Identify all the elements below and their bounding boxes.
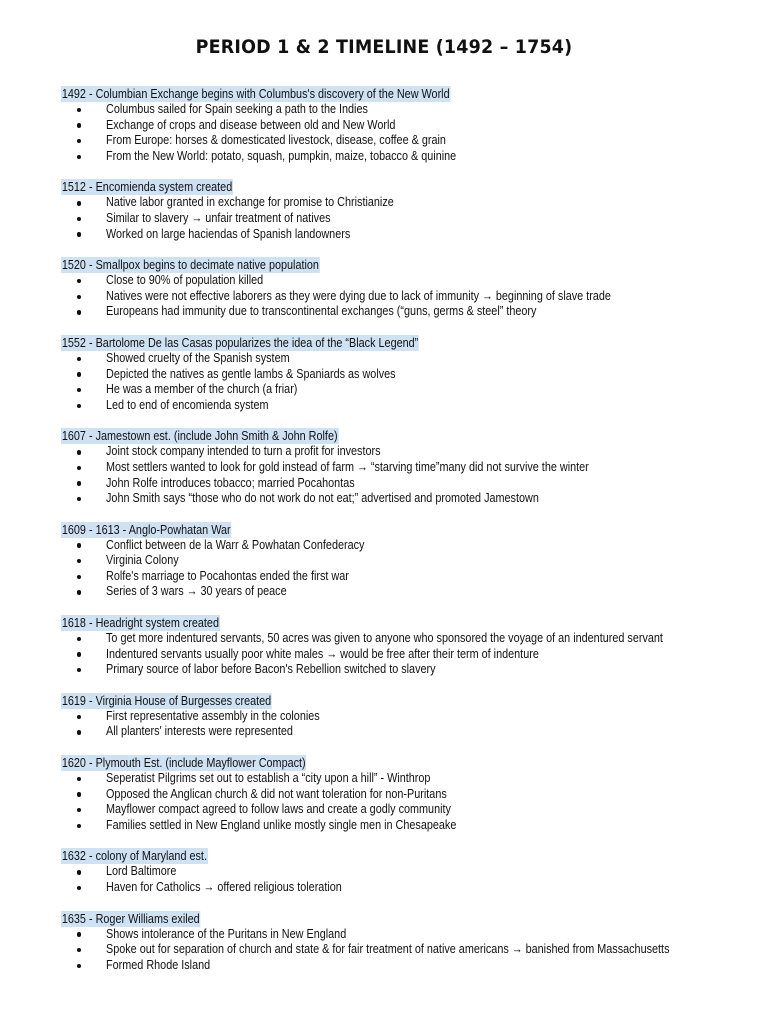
list-item bbox=[61, 382, 741, 398]
bullet-list bbox=[61, 864, 741, 895]
section-heading-row bbox=[61, 911, 741, 927]
timeline-section bbox=[61, 257, 741, 320]
bullet-icon bbox=[77, 481, 81, 485]
bullet-text: Europeans had immunity due to transcontinental exchanges (“guns, germs & steel” theory bbox=[106, 304, 537, 319]
bullet-icon bbox=[77, 808, 81, 812]
timeline-section bbox=[61, 428, 741, 506]
list-item bbox=[61, 662, 741, 678]
timeline-section bbox=[61, 86, 741, 164]
bullet-text: Formed Rhode Island bbox=[106, 957, 211, 972]
timeline-section bbox=[61, 179, 741, 242]
section-heading-row bbox=[61, 179, 741, 195]
bullet-list bbox=[61, 195, 741, 242]
bullet-text: Most settlers wanted to look for gold instead of farm → “starving time”many did not survive the winter bbox=[106, 459, 589, 474]
bullet-icon bbox=[77, 123, 81, 127]
bullet-list bbox=[61, 444, 741, 506]
list-item bbox=[61, 787, 741, 803]
bullet-icon bbox=[77, 886, 81, 890]
timeline-section bbox=[61, 335, 741, 413]
bullet-icon bbox=[77, 668, 81, 672]
section-heading-row bbox=[61, 848, 741, 864]
list-item bbox=[61, 227, 741, 243]
timeline-section bbox=[61, 755, 741, 833]
section-heading: 1512 - Encomienda system created bbox=[61, 180, 233, 195]
bullet-text: Columbus sailed for Spain seeking a path to the Indies bbox=[106, 102, 368, 116]
list-item bbox=[61, 304, 741, 320]
bullet-icon bbox=[77, 590, 81, 594]
list-item bbox=[61, 211, 741, 227]
bullet-icon bbox=[77, 388, 81, 392]
list-item bbox=[61, 149, 741, 165]
timeline-section bbox=[61, 615, 741, 678]
bullet-icon bbox=[77, 870, 81, 874]
bullet-icon bbox=[77, 155, 81, 159]
bullet-list bbox=[61, 538, 741, 600]
bullet-text: Depicted the natives as gentle lambs & Spaniards as wolves bbox=[106, 366, 396, 381]
list-item bbox=[61, 273, 741, 289]
bullet-icon bbox=[77, 232, 81, 236]
bullet-icon bbox=[77, 466, 81, 470]
section-heading: 1520 - Smallpox begins to decimate native population bbox=[61, 258, 319, 273]
section-heading-row bbox=[61, 522, 741, 538]
section-heading-row bbox=[61, 86, 741, 102]
bullet-text: Worked on large haciendas of Spanish landowners bbox=[106, 226, 351, 241]
bullet-text: Conflict between de la Warr & Powhatan Confederacy bbox=[106, 537, 365, 552]
list-item bbox=[61, 398, 741, 414]
section-heading: 1552 - Bartolome De las Casas popularizes the idea of the “Black Legend” bbox=[61, 335, 419, 350]
list-item bbox=[61, 553, 741, 569]
list-item bbox=[61, 942, 741, 958]
page-title: PERIOD 1 & 2 TIMELINE (1492 – 1754) bbox=[195, 36, 573, 58]
list-item bbox=[61, 771, 741, 787]
bullet-icon bbox=[77, 295, 81, 299]
bullet-icon bbox=[77, 279, 81, 283]
bullet-icon bbox=[77, 777, 81, 781]
bullet-text: John Rolfe introduces tobacco; married Pocahontas bbox=[106, 475, 355, 490]
list-item bbox=[61, 289, 741, 305]
bullet-text: He was a member of the church (a friar) bbox=[106, 382, 298, 397]
bullet-text: Indentured servants usually poor white males → would be free after their term of indenture bbox=[106, 646, 539, 661]
bullet-icon bbox=[77, 404, 81, 408]
list-item bbox=[61, 584, 741, 600]
list-item bbox=[61, 538, 741, 554]
bullet-text: Virginia Colony bbox=[106, 553, 179, 568]
list-item bbox=[61, 880, 741, 896]
bullet-text: Close to 90% of population killed bbox=[106, 273, 264, 288]
bullet-text: All planters' interests were represented bbox=[106, 724, 293, 739]
bullet-text: From the New World: potato, squash, pumpkin, maize, tobacco & quinine bbox=[106, 148, 457, 163]
section-heading: 1607 - Jamestown est. (include John Smith & John Rolfe) bbox=[61, 429, 338, 444]
section-heading: 1492 - Columbian Exchange begins with Columbus's discovery of the New World bbox=[61, 87, 450, 101]
list-item bbox=[61, 647, 741, 663]
section-heading: 1618 - Headright system created bbox=[61, 616, 219, 631]
bullet-text: Primary source of labor before Bacon's Rebellion switched to slavery bbox=[106, 662, 436, 677]
section-heading-row bbox=[61, 693, 741, 709]
bullet-icon bbox=[77, 932, 81, 936]
bullet-text: John Smith says “those who do not work do not eat;” advertised and promoted Jamestown bbox=[106, 491, 539, 506]
bullet-list bbox=[61, 771, 741, 833]
list-item bbox=[61, 133, 741, 149]
bullet-text: Seperatist Pilgrims set out to establish a “city upon a hill” - Winthrop bbox=[106, 771, 431, 786]
bullet-icon bbox=[77, 652, 81, 656]
bullet-text: Mayflower compact agreed to follow laws and create a godly community bbox=[106, 802, 451, 817]
timeline-section bbox=[61, 693, 741, 740]
bullet-icon bbox=[77, 201, 81, 205]
bullet-icon bbox=[77, 730, 81, 734]
bullet-list bbox=[61, 351, 741, 413]
section-heading-row bbox=[61, 335, 741, 351]
list-item bbox=[61, 802, 741, 818]
list-item bbox=[61, 195, 741, 211]
list-item bbox=[61, 818, 741, 834]
list-item bbox=[61, 491, 741, 507]
bullet-icon bbox=[77, 139, 81, 143]
list-item bbox=[61, 460, 741, 476]
bullet-text: Showed cruelty of the Spanish system bbox=[106, 350, 290, 365]
section-heading: 1609 - 1613 - Anglo-Powhatan War bbox=[61, 522, 231, 537]
bullet-list bbox=[61, 273, 741, 320]
list-item bbox=[61, 476, 741, 492]
list-item bbox=[61, 631, 741, 647]
bullet-list bbox=[61, 709, 741, 740]
bullet-text: To get more indentured servants, 50 acres was given to anyone who sponsored the voyage of an indentured servant bbox=[106, 631, 663, 646]
list-item bbox=[61, 351, 741, 367]
bullet-icon bbox=[77, 450, 81, 454]
bullet-text: Families settled in New England unlike mostly single men in Chesapeake bbox=[106, 817, 457, 832]
bullet-text: Spoke out for separation of church and state & for fair treatment of native americans → banished from Massachusetts bbox=[106, 942, 670, 957]
list-item bbox=[61, 927, 741, 943]
section-heading: 1620 - Plymouth Est. (include Mayflower Compact) bbox=[61, 756, 306, 771]
list-item bbox=[61, 724, 741, 740]
list-item bbox=[61, 367, 741, 383]
list-item bbox=[61, 864, 741, 880]
bullet-icon bbox=[77, 357, 81, 361]
bullet-text: Lord Baltimore bbox=[106, 864, 177, 879]
bullet-icon bbox=[77, 824, 81, 828]
list-item bbox=[61, 118, 741, 134]
bullet-list bbox=[61, 927, 741, 974]
bullet-icon bbox=[77, 559, 81, 563]
section-heading: 1635 - Roger Williams exiled bbox=[61, 911, 200, 926]
section-heading-row bbox=[61, 615, 741, 631]
bullet-icon bbox=[77, 948, 81, 952]
list-item bbox=[61, 569, 741, 585]
list-item bbox=[61, 958, 741, 974]
section-heading: 1632 - colony of Maryland est. bbox=[61, 849, 207, 864]
section-heading-row bbox=[61, 257, 741, 273]
bullet-icon bbox=[77, 575, 81, 579]
bullet-icon bbox=[77, 543, 81, 547]
bullet-text: Similar to slavery → unfair treatment of natives bbox=[106, 210, 331, 225]
bullet-list bbox=[61, 102, 741, 164]
bullet-text: Shows intolerance of the Puritans in New England bbox=[106, 926, 347, 941]
bullet-icon bbox=[77, 108, 81, 112]
bullet-icon bbox=[77, 715, 81, 719]
timeline-section bbox=[61, 911, 741, 974]
bullet-text: From Europe: horses & domesticated livestock, disease, coffee & grain bbox=[106, 133, 446, 148]
bullet-text: Series of 3 wars → 30 years of peace bbox=[106, 584, 287, 599]
bullet-icon bbox=[77, 792, 81, 796]
bullet-text: Haven for Catholics → offered religious toleration bbox=[106, 880, 342, 894]
bullet-text: Opposed the Anglican church & did not want toleration for non-Puritans bbox=[106, 786, 447, 801]
timeline-section bbox=[61, 522, 741, 600]
list-item bbox=[61, 102, 741, 118]
bullet-icon bbox=[77, 497, 81, 501]
bullet-icon bbox=[77, 372, 81, 376]
timeline-content bbox=[61, 86, 741, 988]
bullet-icon bbox=[77, 217, 81, 221]
bullet-text: Exchange of crops and disease between old and New World bbox=[106, 117, 396, 132]
bullet-text: Native labor granted in exchange for promise to Christianize bbox=[106, 195, 394, 210]
bullet-icon bbox=[77, 310, 81, 314]
list-item bbox=[61, 709, 741, 725]
bullet-text: Led to end of encomienda system bbox=[106, 397, 269, 412]
section-heading: 1619 - Virginia House of Burgesses created bbox=[61, 693, 272, 708]
timeline-section bbox=[61, 848, 741, 895]
bullet-text: Rolfe's marriage to Pocahontas ended the first war bbox=[106, 568, 349, 583]
section-heading-row bbox=[61, 755, 741, 771]
section-heading-row bbox=[61, 428, 741, 444]
bullet-text: First representative assembly in the colonies bbox=[106, 708, 320, 723]
bullet-icon bbox=[77, 964, 81, 968]
list-item bbox=[61, 444, 741, 460]
bullet-list bbox=[61, 631, 741, 678]
bullet-text: Natives were not effective laborers as they were dying due to lack of immunity → beginning of slave trade bbox=[106, 288, 611, 303]
bullet-text: Joint stock company intended to turn a profit for investors bbox=[106, 444, 381, 459]
bullet-icon bbox=[77, 637, 81, 641]
